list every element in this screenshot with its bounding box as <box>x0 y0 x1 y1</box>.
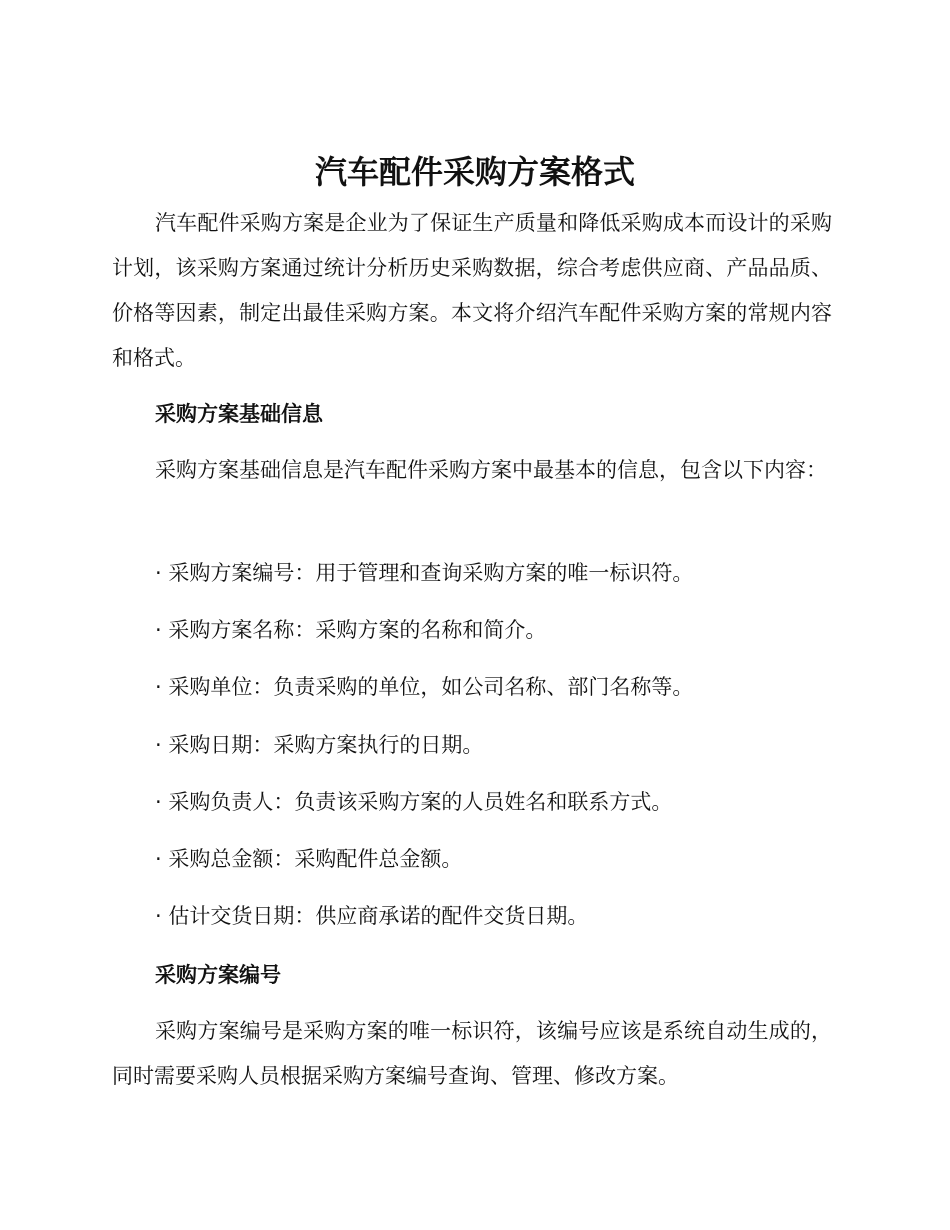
list-item: · 采购方案名称：采购方案的名称和简介。 <box>155 618 547 643</box>
list-item: · 采购日期：采购方案执行的日期。 <box>155 732 484 757</box>
section-heading-basic-info: 采购方案基础信息 <box>155 402 323 426</box>
list-item: · 采购单位：负责采购的单位，如公司名称、部门名称等。 <box>155 675 694 700</box>
list-item: · 采购负责人：负责该采购方案的人员姓名和联系方式。 <box>155 789 673 814</box>
page-title: 汽车配件采购方案格式 <box>314 153 635 191</box>
basic-info-list <box>155 558 693 958</box>
list-item: · 估计交货日期：供应商承诺的配件交货日期。 <box>155 904 589 929</box>
list-item: · 采购方案编号：用于管理和查询采购方案的唯一标识符。 <box>155 561 694 585</box>
list-item: · 采购总金额：采购配件总金额。 <box>155 846 463 871</box>
plan-number-paragraph: 采购方案编号是采购方案的唯一标识符，该编号应该是系统自动生成的，同时需要采购人员根据采购方案编号查询、管理、修改方案。 <box>112 1019 832 1088</box>
basic-info-paragraph: 采购方案基础信息是汽车配件采购方案中最基本的信息，包含以下内容： <box>155 458 827 482</box>
section-heading-plan-number: 采购方案编号 <box>155 963 281 987</box>
intro-paragraph: 汽车配件采购方案是企业为了保证生产质量和降低采购成本而设计的采购计划，该采购方案通过统计分析历史采购数据，综合考虑供应商、产品品质、价格等因素，制定出最佳采购方案。本文将介绍汽车配件采购方案的常规内容和格式。 <box>112 211 832 370</box>
